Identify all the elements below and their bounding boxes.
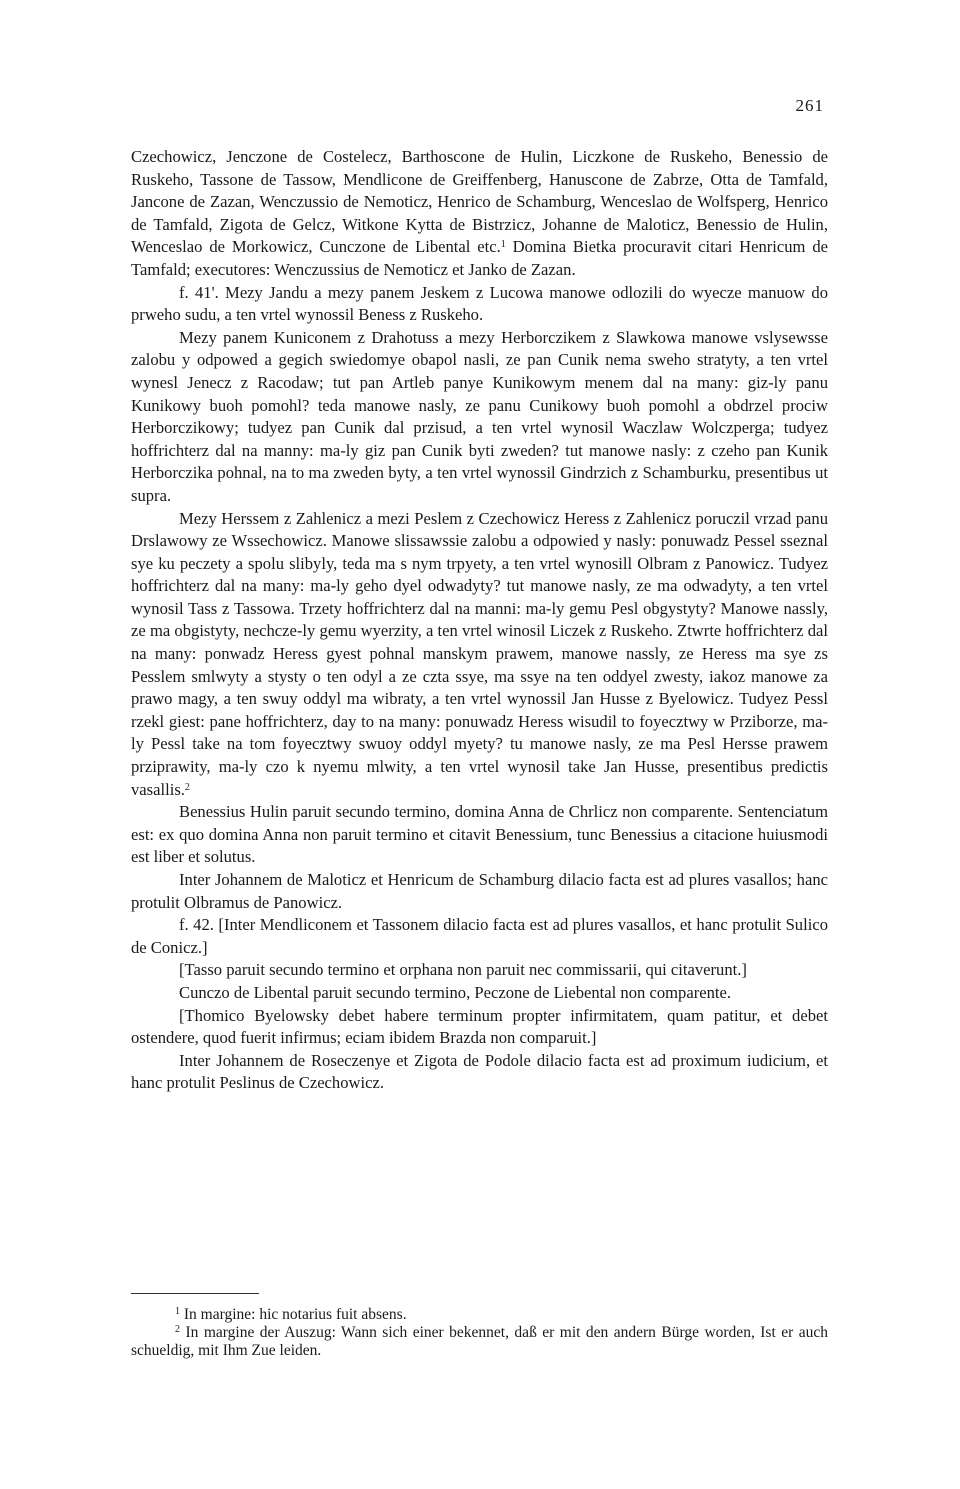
footnotes	[131, 1306, 828, 1360]
footnote-text: In margine: hic notarius fuit absens.	[183, 1306, 407, 1323]
paragraph: Benessius Hulin paruit secundo termino, domina Anna de Chrlicz non comparente. Sentenciatum est: ex quo domina Anna non paruit termino et citavit Benessium, tunc Benessius a citacione huiusmodi est liber et solutus.	[131, 802, 828, 867]
page-number: 261	[795, 96, 824, 115]
footnote-mark: 1	[175, 1306, 180, 1317]
footnote-mark: 2	[175, 1324, 180, 1335]
footnote-text: In margine der Auszug: Wann sich einer bekennet, daß er mit den andern Bürge worden, Ist er auch schueldig, mit Ihm Zue leiden.	[131, 1324, 829, 1359]
footnote-divider	[131, 1293, 259, 1294]
paragraph: f. 41'. Mezy Jandu a mezy panem Jeskem z Lucowa manowe odlozili do wyecze manuow do prweho sudu, a ten vrtel wynossil Beness z Ruskeho.	[131, 282, 828, 325]
footnote	[131, 1306, 828, 1324]
footnote	[131, 1324, 828, 1360]
paragraph: Cunczo de Libental paruit secundo termino, Peczone de Liebental non comparente.	[179, 982, 732, 1002]
paragraph: [Tasso paruit secundo termino et orphana non paruit nec commissarii, qui citaverunt.]	[179, 960, 747, 980]
paragraph-text: Domina Bietka procuravit citari Henricum de Tamfald; executores: Wenczussius de Nemoticz et Janko de Zazan.	[131, 237, 828, 279]
paragraph: [Thomico Byelowsky debet habere terminum propter infirmitatem, quam patitur, et debet ostendere, quod fuerit infirmus; eciam ibidem Brazda non comparuit.]	[131, 1005, 828, 1048]
footnote-ref: 2	[184, 781, 190, 793]
paragraph-text: Czechowicz, Jenczone de Costelecz, Barthoscone de Hulin, Liczkone de Ruskeho, Benessio de Ruskeho, Tassone de Tassow, Mendlicone de Greiffenberg, Hanuscone de Zabrze, Otta de Tamfald, Jancone de Zazan, Wenczussio de Nemoticz, Henrico de Schamburg, Wenceslao de Wolfsperg, Henrico de Tamfald, Zigota de Gelcz, Witkone Kytta de Bistrzicz, Johanne de Maloticz, Benessio de Hulin, Wenceslao de Morkowicz, Cunczone de Libental etc.	[131, 147, 828, 257]
paragraph-text: Mezy Herssem z Zahlenicz a mezi Peslem z Czechowicz Heress z Zahlenicz poruczil vrzad panu Drslawowy ze Wssechowicz. Manowe slissawssie zalobu a odpowied y nasly: ponuwadz Pessel sseznal sye ku peczety a spolu slibyly, teda ma s nym trpyety, a ten vrtel wynosill Olbram z Panowicz. Tudyez hoffrichterz dal na many: ma-ly geho dyel odwadyty? tut manowe nasly, ze ma odwadyty, a ten vrtel wynosil Tass z Tassowa. Trzety hoffrichterz dal na manni: ma-ly gemu Pesl obgystyty? Manowe nassly, ze ma obgistyty, nechcze-ly gemu wyerzity, a ten vrtel winosil Liczek z Ruskeho. Ztwrte hoffrichterz dal na many: ponwadz Heress gyest pohnal manskym prawem, manowe nassly, ze Heress ma sye zs Pesslem smlwyty a stysty o ten odyl a ze czta ssye, ma ssye na ten oddyel zwesty, iakoz manowe za prawo magy, a ten swuy oddyl ma wibraty, a ten vrtel wynossil Jan Husse z Byelowicz. Tudyez Pessl rzekl giest: pane hoffrichterz, day to na many: ponuwadz Heress wisudil to foyecztwy w Prziborze, ma-ly Pessl take na tom foyecztwy swuoy oddyl myety? tu manowe nasly, ze ma Pesl Hersse prawem prziprawity, ma-ly czo k nyemu mlwity, a ten vrtel wynosil take Jan Husse, presentibus predictis vasallis.	[131, 508, 828, 799]
paragraph: f. 42. [Inter Mendliconem et Tassonem dilacio facta est ad plures vasallos, et hanc protulit Sulico de Conicz.]	[131, 915, 828, 957]
footnote-ref: 1	[500, 239, 506, 251]
paragraph: Inter Johannem de Roseczenye et Zigota de Podole dilacio facta est ad proximum iudicium, et hanc protulit Peslinus de Czechowicz.	[131, 1050, 828, 1093]
paragraph	[131, 508, 828, 802]
body-text	[131, 146, 828, 1095]
paragraph: Inter Johannem de Maloticz et Henricum de Schamburg dilacio facta est ad plures vasallos; hanc protulit Olbramus de Panowicz.	[131, 870, 828, 912]
paragraph: Mezy panem Kuniconem z Drahotuss a mezy Herborczikem z Slawkowa manowe vslysewsse zalobu y odpowed a gegich swiedomye obapol nasli, ze pan Cunik nema sweho stratyty, a ten vrtel wynesl Jenecz z Racodaw; tut pan Artleb panye Kunikowym menem dal na many: giz-ly panu Kunikowy buoh pomohl? teda manowe nasly, ze panu Cunikowy buoh pomohl a obdrzel prociw Herborczikowy; tudyez pan Cunik dal przisud, a ten vrtel wynosil Waczlaw Wolczperga; tudyez hoffrichterz dal na manny: ma-ly giz pan Cunik byti zweden? tut manowe nasly: z czeho pan Kunik Herborczika pohnal, na to ma zweden byty, a ten vrtel wynossil Gindrzich z Schamburku, presentibus ut supra.	[131, 327, 828, 505]
paragraph	[131, 146, 828, 282]
